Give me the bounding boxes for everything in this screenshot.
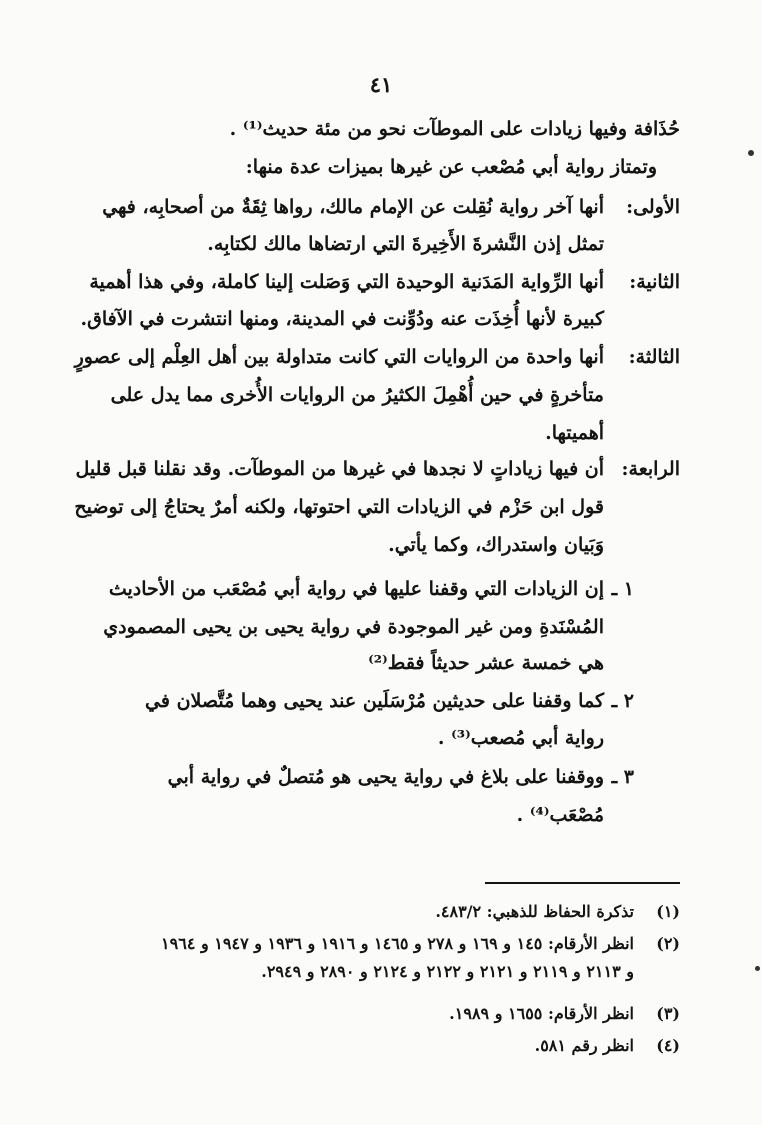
scan-speck [755,966,760,971]
footnote-mark-3: (٣) [656,1004,680,1023]
point-fourth-line-2: قول ابن حَزْم في الزيادات التي احتوتها، ولكنه أمرٌ يحتاجُ إلى توضيح [74,496,604,518]
page-number: ٤١ [369,72,393,97]
scan-speck [748,150,754,156]
item-number-2: ٢ ـ [611,690,634,712]
point-third-line-3: أهميتها. [545,422,604,444]
footnote-4-text: انظر رقم ٥٨١. [534,1036,634,1055]
item-3-line-2: مُصْعَب⁽⁴⁾ . [516,804,604,826]
point-label-fourth: الرابعة: [621,458,680,480]
point-third-line-1: أنها واحدة من الروايات التي كانت متداولة بين أهل العِلْم إلى عصورٍ [74,346,604,368]
point-label-first: الأولى: [626,196,680,218]
point-label-second: الثانية: [629,271,680,293]
item-2-line-2: رواية أبي مُصعب⁽³⁾ . [437,727,604,749]
footnote-mark-1: (١) [656,902,680,921]
footnote-mark-2: (٢) [656,934,680,953]
footnote-2-line-2: و ٢١١٣ و ٢١١٩ و ٢١٢١ و ٢١٢٢ و ٢١٢٤ و ٢٨٩٠ و ٢٩٤٩. [261,962,634,981]
item-number-1: ١ ـ [611,578,634,600]
item-1-line-3: هي خمسة عشر حديثاً فقط⁽²⁾ [368,652,604,674]
point-fourth-line-3: وَبَيان واستدراك، وكما يأتي. [388,534,604,556]
item-1-line-1: إن الزيادات التي وقفنا عليها في رواية أبي مُصْعَب من الأحاديث [108,578,604,600]
item-1-line-2: المُسْنَدةِ ومن غير الموجودة في رواية يحيى بن يحيى المصمودي [103,616,604,638]
intro-line-2: وتمتاز رواية أبي مُصْعب عن غيرها بميزات عدة منها: [245,156,657,178]
footnote-2-line-1: انظر الأرقام: ١٤٥ و ١٦٩ و ٢٧٨ و ١٤٦٥ و ١٩١٦ و ١٩٣٦ و ١٩٤٧ و ١٩٦٤ [161,934,634,953]
point-first-line-2: تمثل إذن النَّشرةَ الأَخِيرةَ التي ارتضاها مالك لكتابِه. [207,233,604,255]
point-fourth-line-1: أن فيها زياداتٍ لا نجدها في غيرها من الموطآت. وقد نقلنا قبل قليل [75,458,604,480]
footnote-separator [485,882,680,884]
item-3-line-1: ووقفنا على بلاغ في رواية يحيى هو مُتصلٌ في رواية أبي [167,766,604,788]
point-label-third: الثالثة: [628,346,680,368]
point-first-line-1: أنها آخر رواية نُقِلت عن الإمام مالك، رواها ثِقَةٌ من أصحابِه، فهي [102,196,604,218]
point-second-line-2: كبيرة لأنها أُخِذَت عنه ودُوِّنت في المدينة، ومنها انتشرت في الآفاق. [80,308,604,330]
intro-line-1: حُذَافة وفيها زيادات على الموطآت نحو من مئة حديث⁽¹⁾ . [229,118,680,140]
point-second-line-1: أنها الرِّواية المَدَنية الوحيدة التي وَصَلت إلينا كاملة، وفي هذا أهمية [89,271,604,293]
footnote-mark-4: (٤) [656,1036,680,1055]
point-third-line-2: متأخرةٍ في حين أُهْمِلَ الكثيرُ من الروايات الأُخرى مما يدل على [110,384,604,406]
item-number-3: ٣ ـ [611,766,634,788]
footnote-3-text: انظر الأرقام: ١٦٥٥ و ١٩٨٩. [449,1004,634,1023]
footnote-1-text: تذكرة الحفاظ للذهبي: ٤٨٣/٢. [435,902,634,921]
item-2-line-1: كما وقفنا على حديثين مُرْسَلَين عند يحيى وهما مُتَّصلان في [145,690,604,712]
